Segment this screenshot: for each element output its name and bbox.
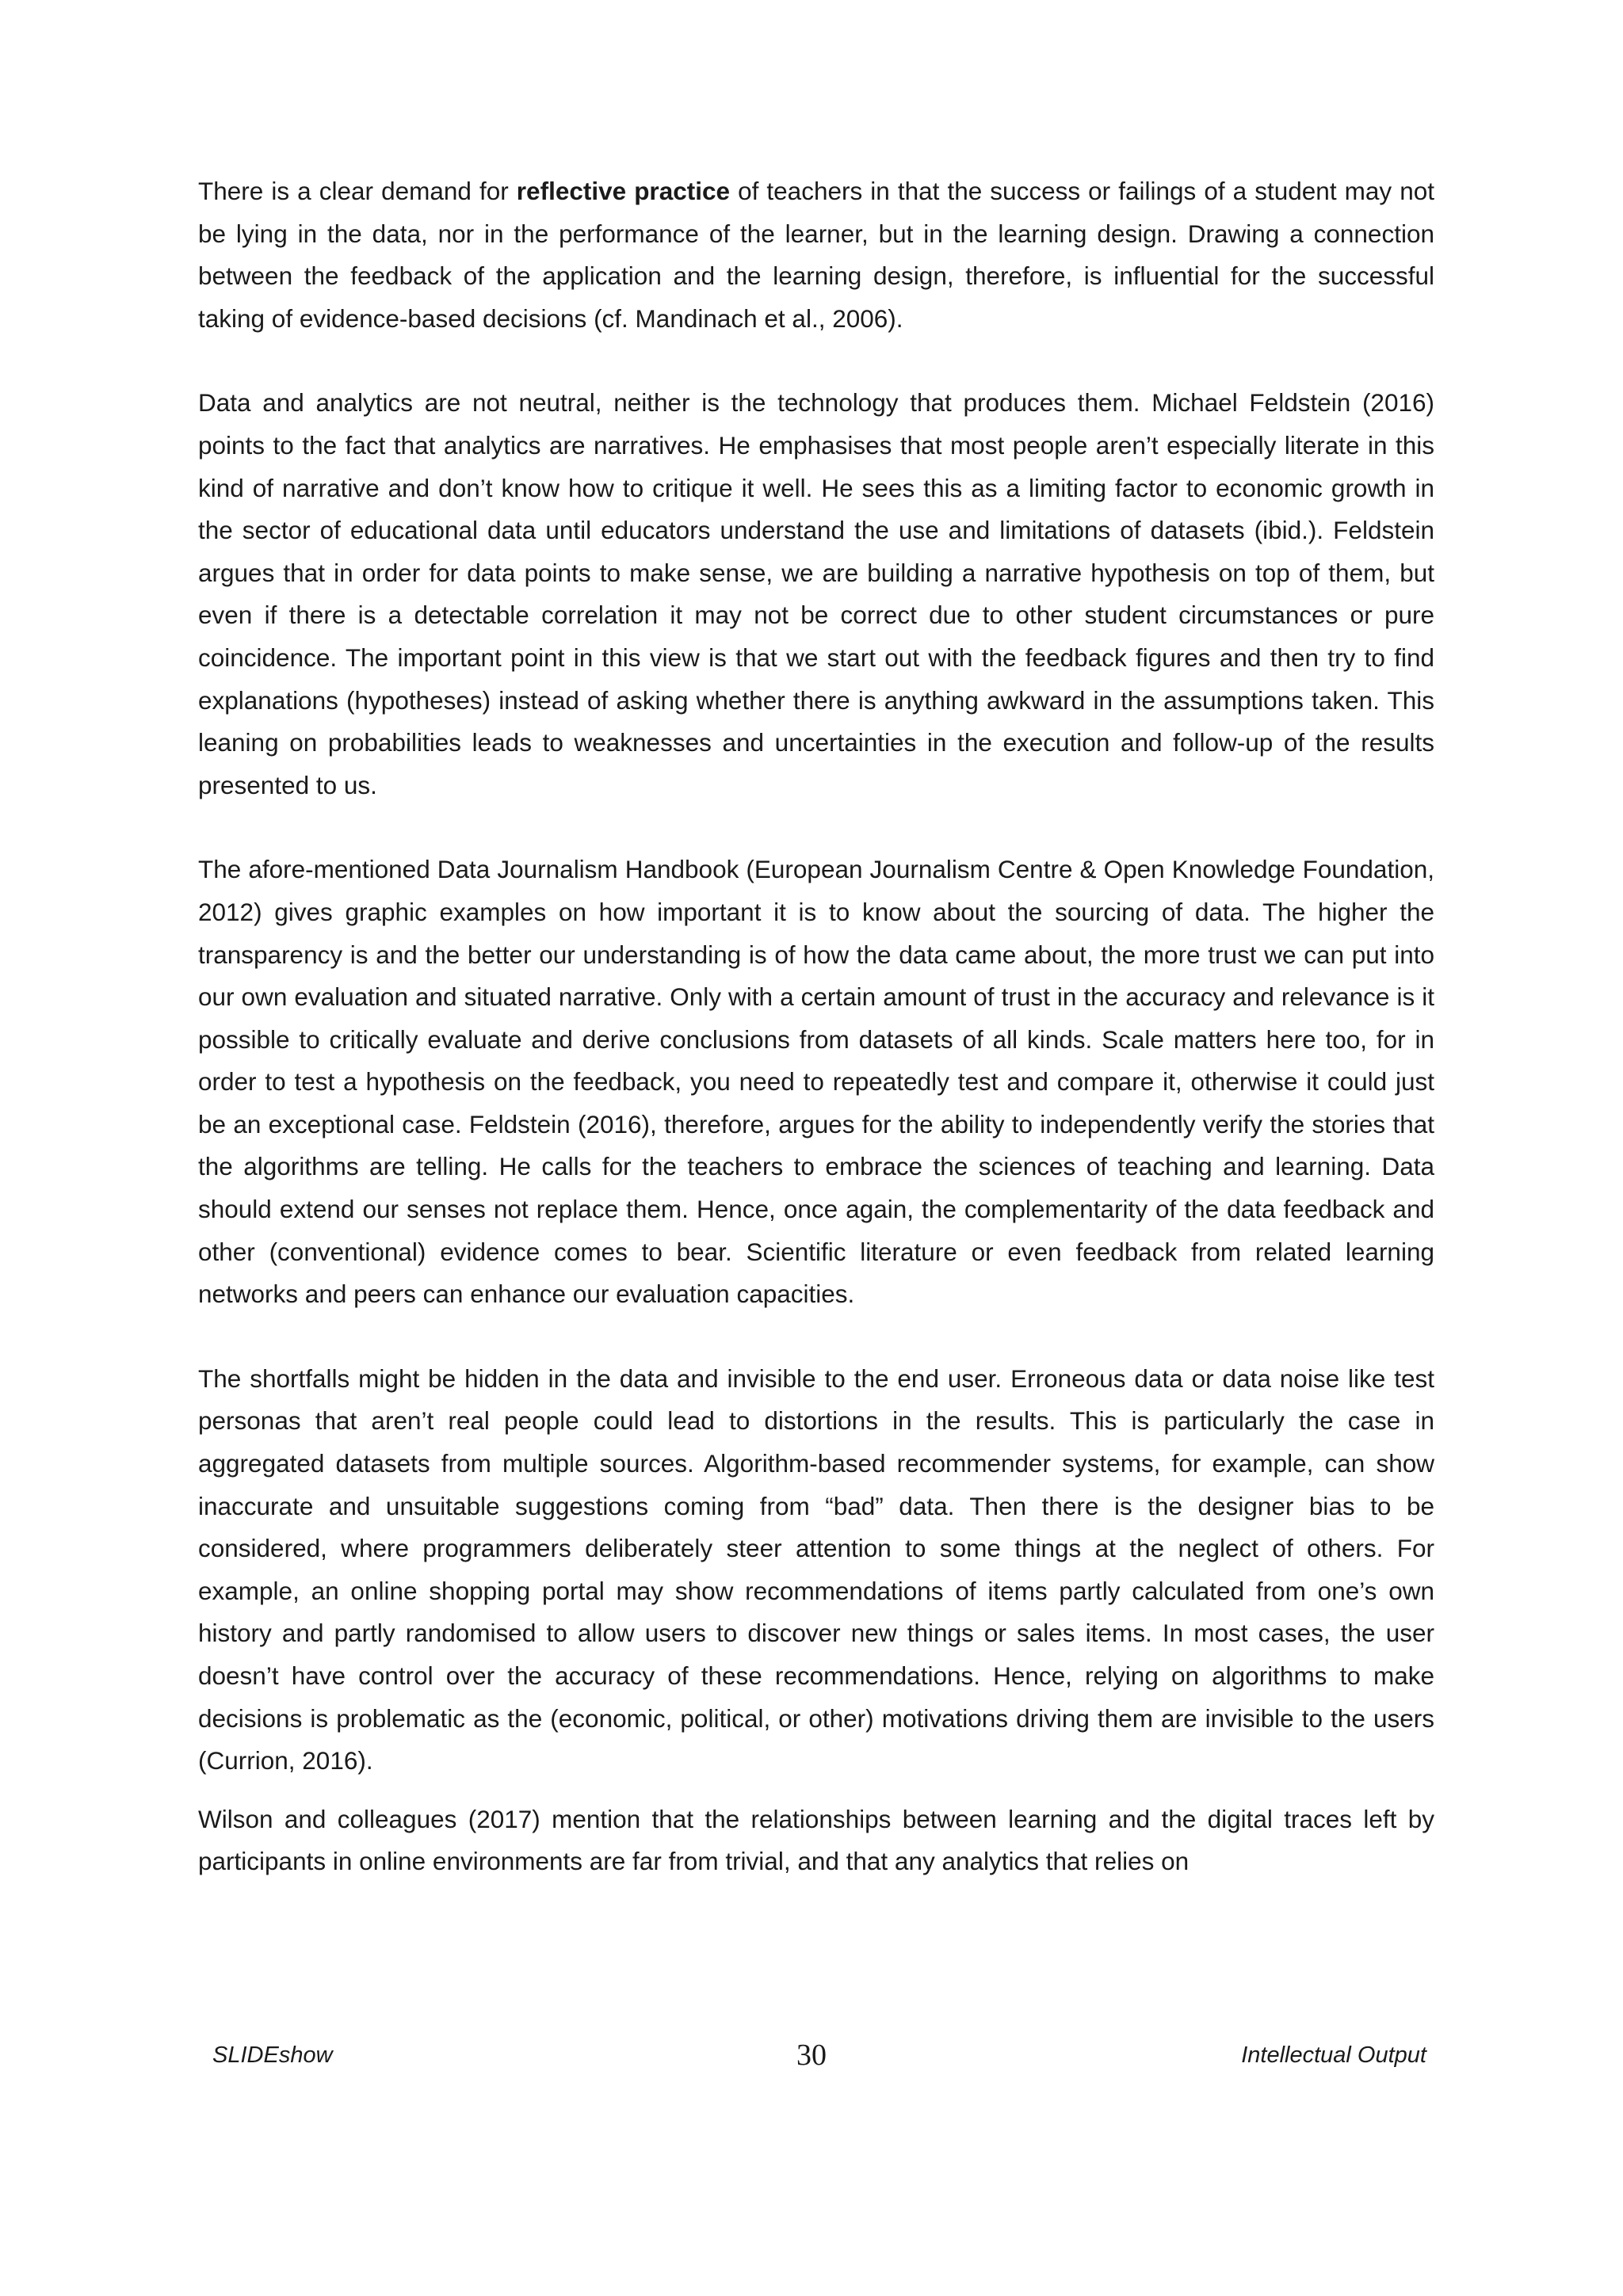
paragraph-1-intro: There is a clear demand for xyxy=(198,177,517,205)
page-number: 30 xyxy=(796,2039,827,2072)
paragraph-1-rest: of teachers in that the success or failings of a student may not be lying in the data, nor in the performance of the learner, but in the learning design. Drawing a connection between the feedback of the application and the learning design, therefore, is influential for the successful taking of evidence-based decisions (cf. Mandinach et al., 2006). xyxy=(198,177,1434,333)
paragraph-5: Wilson and colleagues (2017) mention that the relationships between learning and the digital traces left by participants in online environments are far from trivial, and that any analytics that relies on xyxy=(198,1804,1434,1876)
footer-output-label: Intellectual Output xyxy=(1241,2042,1426,2068)
paragraph-4: The shortfalls might be hidden in the data and invisible to the end user. Erroneous data or data noise like test personas that aren’t real people could lead to distortions in the results. This is particularly the case in aggregated datasets from multiple sources. Algorithm-based recommender systems, for example, can show inaccurate and unsuitable suggestions coming from “bad” data. Then there is the designer bias to be considered, where programmers deliberately steer attention to some things at the neglect of others. For example, an online shopping portal may show recommendations of items partly calculated from one’s own history and partly randomised to allow users to discover new things or sales items. In most cases, the user doesn’t have control over the accuracy of these recommendations. Hence, relying on algorithms to make decisions is problematic as the (economic, political, or other) motivations driving them are invisible to the users (Currion, 2016). xyxy=(198,1363,1434,1775)
paragraph-1 xyxy=(198,170,1434,340)
paragraph-3: The afore-mentioned Data Journalism Handbook (European Journalism Centre & Open Knowledge Foundation, 2012) gives graphic examples on how important it is to know about the sourcing of data. The higher the transparency is and the better our understanding is of how the data came about, the more trust we can put into our own evaluation and situated narrative. Only with a certain amount of trust in the accuracy and relevance is it possible to critically evaluate and derive conclusions from datasets of all kinds. Scale matters here too, for in order to test a hypothesis on the feedback, you need to repeatedly test and compare it, otherwise it could just be an exceptional case. Feldstein (2016), therefore, argues for the ability to independently verify the stories that the algorithms are telling. He calls for the teachers to embrace the sciences of teaching and learning. Data should extend our senses not replace them. Hence, once again, the complementarity of the data feedback and other (conventional) evidence comes to bear. Scientific literature or even feedback from related learning networks and peers can enhance our evaluation capacities. xyxy=(198,855,1434,1309)
page-footer xyxy=(0,2038,1623,2077)
footer-project-name: SLIDEshow xyxy=(212,2042,333,2068)
page-body xyxy=(198,170,1434,1883)
bold-term: reflective practice xyxy=(516,177,731,205)
paragraph-2: Data and analytics are not neutral, neither is the technology that produces them. Michael Feldstein (2016) points to the fact that analytics are narratives. He emphasises that most people aren’t especially literate in this kind of narrative and don’t know how to critique it well. He sees this as a limiting factor to economic growth in the sector of educational data until educators understand the use and limitations of datasets (ibid.). Feldstein argues that in order for data points to make sense, we are building a narrative hypothesis on top of them, but even if there is a detectable correlation it may not be correct due to other student circumstances or pure coincidence. The important point in this view is that we start out with the feedback figures and then try to find explanations (hypotheses) instead of asking whether there is anything awkward in the assumptions taken. This leaning on probabilities leads to weaknesses and uncertainties in the execution and follow-up of the results presented to us. xyxy=(198,388,1434,799)
